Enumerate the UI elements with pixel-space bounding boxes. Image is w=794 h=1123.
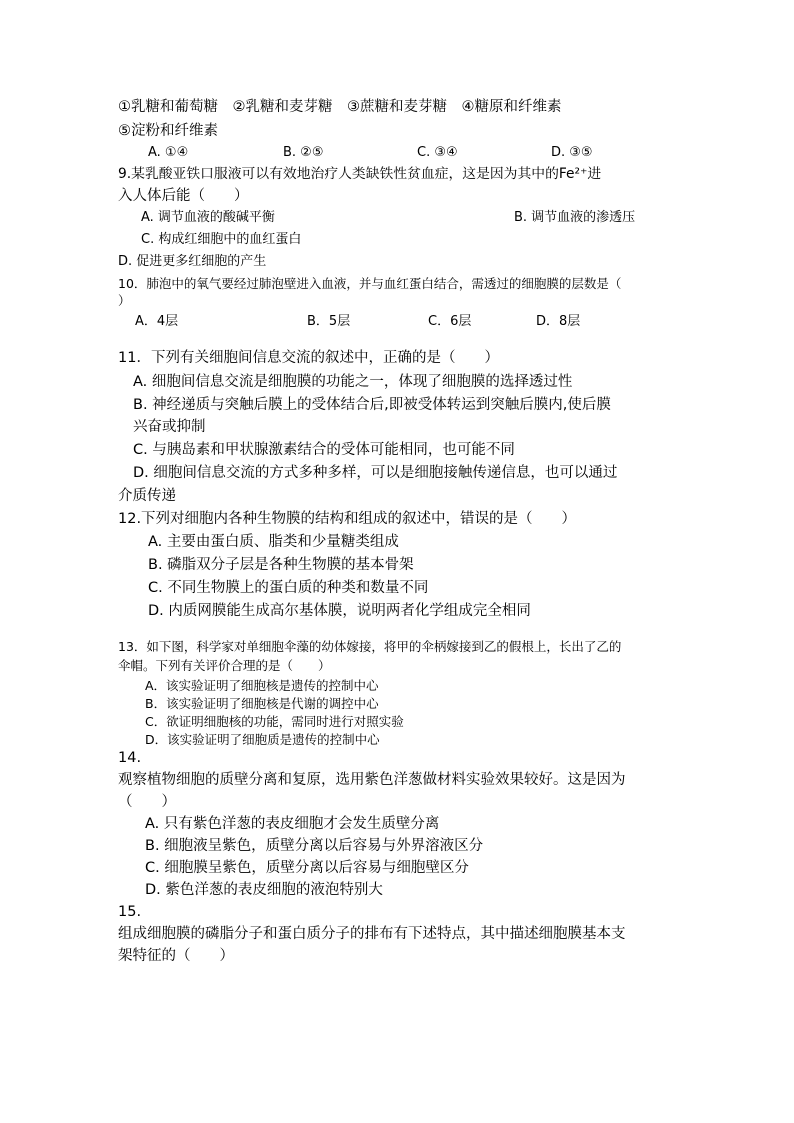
q12-option-c: C. 不同生物膜上的蛋白质的种类和数量不同 [148, 580, 429, 596]
q9-stem-line2: 入人体后能（ ） [118, 188, 249, 204]
q15-stem-line1: 组成细胞膜的磷脂分子和蛋白质分子的排布有下述特点，其中描述细胞膜基本支 [118, 926, 626, 942]
q12-option-a: A. 主要由蛋白质、脂类和少量糖类组成 [148, 534, 399, 550]
q10-option-a: A．4层 [135, 314, 179, 329]
q8-option-b: B. ②⑤ [283, 145, 324, 160]
q9-option-a: A. 调节血液的酸碱平衡 [141, 210, 275, 225]
q10-stem-line1: 10．肺泡中的氧气要经过肺泡壁进入血液，并与血红蛋白结合，需透过的细胞膜的层数是（ [118, 276, 622, 291]
q15-number: 15. [118, 904, 142, 920]
q10-option-c: C．6层 [428, 314, 472, 329]
q9-option-d: D. 促进更多红细胞的产生 [118, 254, 267, 269]
q8-choices-line1: ①乳糖和葡萄糖 ②乳糖和麦芽糖 ③蔗糖和麦芽糖 ④糖原和纤维素 [118, 99, 562, 115]
q8-option-c: C. ③④ [417, 145, 458, 160]
q14-stem-line1: 观察植物细胞的质壁分离和复原，选用紫色洋葱做材料实验效果较好。这是因为 [118, 772, 626, 788]
q8-choices-line2: ⑤淀粉和纤维素 [118, 123, 218, 139]
q12-option-d: D. 内质网膜能生成高尔基体膜，说明两者化学组成完全相同 [148, 603, 531, 619]
q12-stem: 12.下列对细胞内各种生物膜的结构和组成的叙述中，错误的是（ ） [118, 511, 577, 527]
q13-stem-line1: 13．如下图，科学家对单细胞伞藻的幼体嫁接，将甲的伞柄嫁接到乙的假根上，长出了乙的 [118, 639, 622, 654]
q12-option-b: B. 磷脂双分子层是各种生物膜的基本骨架 [148, 557, 414, 573]
q14-option-c: C. 细胞膜呈紫色，质壁分离以后容易与细胞壁区分 [145, 860, 469, 876]
q11-option-b: B. 神经递质与突触后膜上的受体结合后,即被受体转运到突触后膜内,使后膜 [133, 397, 611, 413]
q13-stem-line2: 伞帽。下列有关评价合理的是（ ） [118, 658, 331, 673]
q10-option-d: D．8层 [536, 314, 581, 329]
q11-option-d-cont: 介质传递 [118, 488, 176, 504]
q9-stem-line1: 9.某乳酸亚铁口服液可以有效地治疗人类缺铁性贫血症，这是因为其中的Fe²⁺进 [118, 166, 602, 182]
q14-stem-line2: （ ） [118, 794, 176, 810]
q11-option-b-cont: 兴奋或抑制 [133, 419, 206, 435]
q11-option-c: C. 与胰岛素和甲状腺激素结合的受体可能相同，也可能不同 [133, 442, 515, 458]
q11-option-d: D. 细胞间信息交流的方式多种多样，可以是细胞接触传递信息，也可以通过 [133, 465, 618, 481]
q8-option-d: D. ③⑤ [551, 145, 593, 160]
q13-option-a: A．该实验证明了细胞核是遗传的控制中心 [145, 678, 379, 693]
q10-option-b: B．5层 [307, 314, 351, 329]
q13-option-b: B．该实验证明了细胞核是代谢的调控中心 [145, 696, 379, 711]
q14-option-d: D. 紫色洋葱的表皮细胞的液泡特别大 [145, 882, 383, 898]
q15-stem-line2: 架特征的（ ） [118, 948, 234, 964]
q13-option-d: D．该实验证明了细胞质是遗传的控制中心 [145, 732, 380, 747]
q14-option-b: B. 细胞液呈紫色，质壁分离以后容易与外界溶液区分 [145, 838, 484, 854]
q13-option-c: C．欲证明细胞核的功能，需同时进行对照实验 [145, 714, 404, 729]
q11-option-a: A. 细胞间信息交流是细胞膜的功能之一，体现了细胞膜的选择透过性 [133, 374, 573, 390]
q14-option-a: A. 只有紫色洋葱的表皮细胞才会发生质壁分离 [145, 816, 440, 832]
q14-number: 14. [118, 750, 142, 766]
q8-option-a: A. ①④ [148, 145, 189, 160]
q9-option-b: B. 调节血液的渗透压 [514, 210, 636, 225]
q10-stem-line2: ） [118, 293, 131, 308]
q9-option-c: C. 构成红细胞中的血红蛋白 [141, 232, 302, 247]
q11-stem: 11．下列有关细胞间信息交流的叙述中，正确的是（ ） [118, 350, 499, 366]
